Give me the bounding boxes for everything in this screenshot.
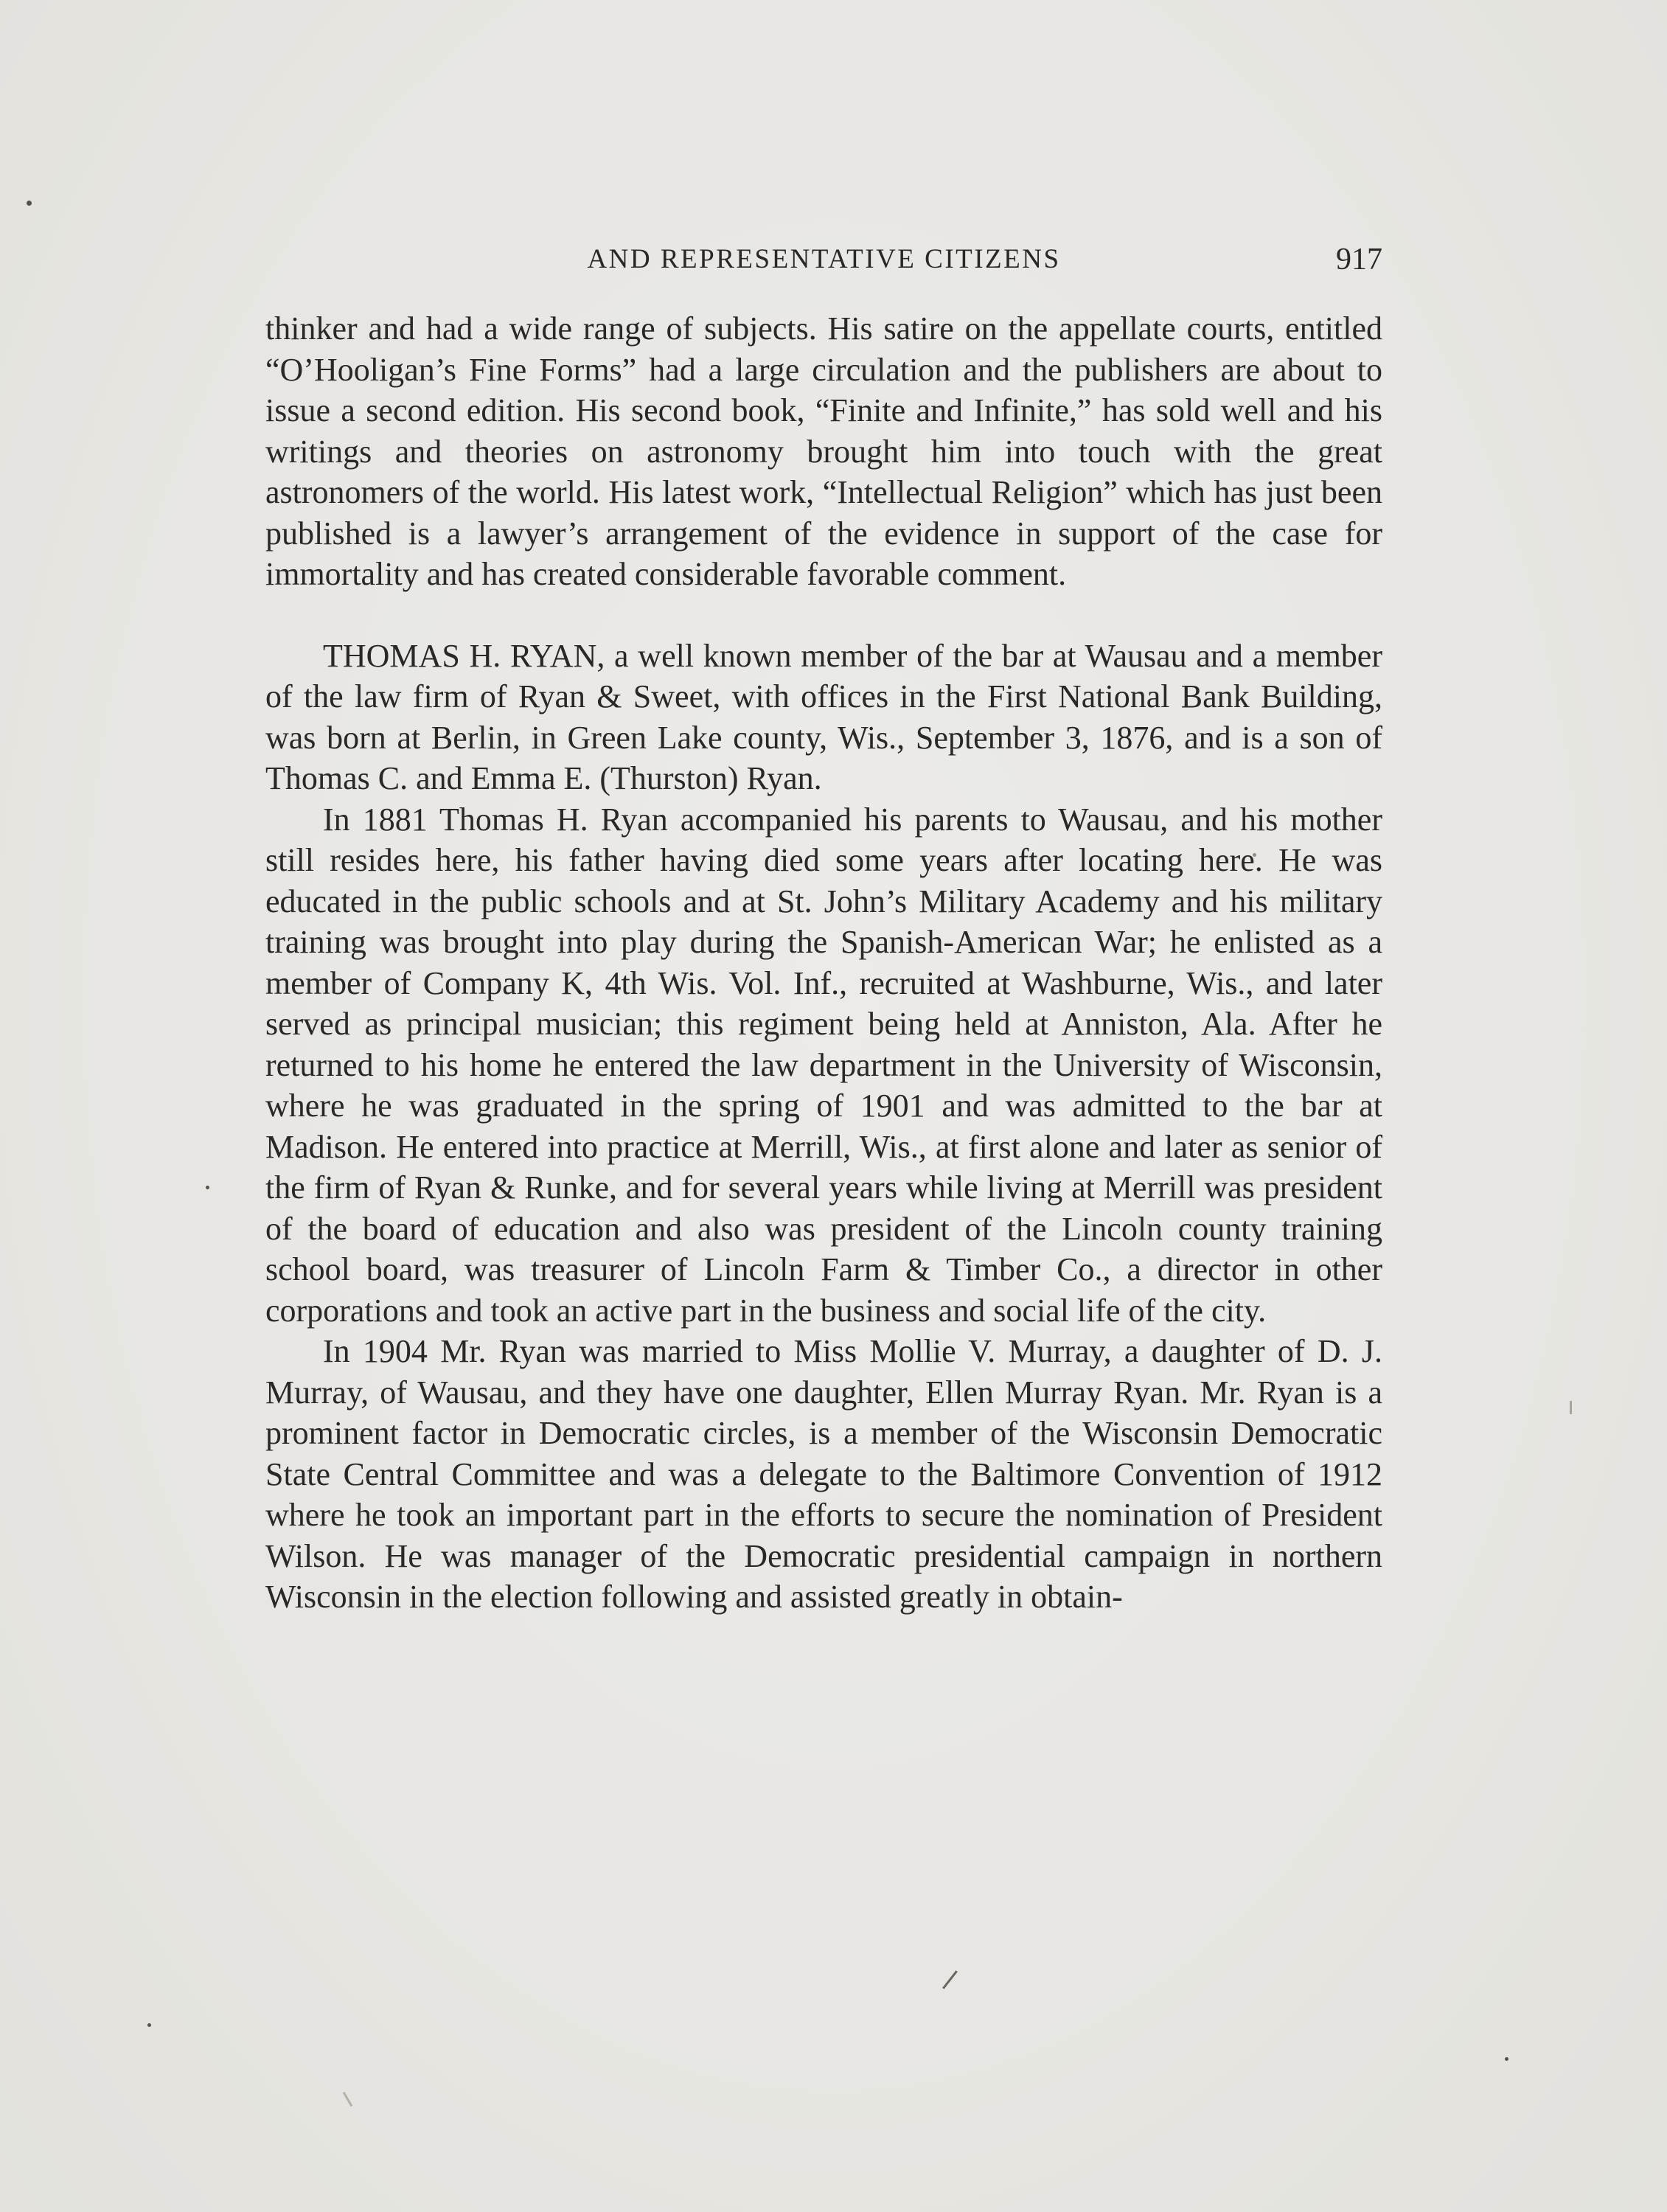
speck-mark <box>27 201 32 206</box>
page-header <box>265 237 1382 282</box>
speck-mark <box>206 1186 209 1189</box>
body-text <box>265 308 1382 1618</box>
speck-mark <box>1505 2057 1508 2061</box>
page-number: 917 <box>1336 243 1382 276</box>
paragraph-career: In 1881 Thomas H. Ryan accompanied his parents to Wausau, and his mother still resides here, his father having died some years after locating here. He was educated in the public schools and at St. John’s Military Academy and his military training was brought into play during the Spanish-American War; he enlisted as a member of Company K, 4th Wis. Vol. Inf., recruited at Washburne, Wis., and later served as principal musician; this regiment being held at Anniston, Ala. After he returned to his home he entered the law department in the University of Wisconsin, where he was graduated in the spring of 1901 and was admitted to the bar at Madison. He entered into practice at Merrill, Wis., at first alone and later as senior of the firm of Ryan & Runke, and for several years while living at Merrill was president of the board of education and also was president of the Lincoln county training school board, was treasurer of Lincoln Farm & Timber Co., a director in other corporations and took an active part in the business and social life of the city. <box>265 801 1382 1329</box>
paragraph-continuation: thinker and had a wide range of subjects. His satire on the appellate courts, entitled “O’Hooligan’s Fine Forms” had a large circulation and the publishers are about to issue a second edition. His second book, “Finite and Infinite,” has sold well and his writings and theories on astronomy brought him into touch with the great astronomers of the world. His latest work, “Intellectual Religion” which has just been published is a lawyer’s arrangement of the evidence in support of the case for immortality and has created considerable favorable comment. <box>265 310 1382 592</box>
paragraph-biography-intro: THOMAS H. RYAN, a well known member of the bar at Wausau and a member of the law firm of Ryan & Sweet, with offices in the First National Bank Building, was born at Berlin, in Green Lake county, Wis., September 3, 1876, and is a son of Thomas C. and Emma E. (Thurston) Ryan. <box>265 637 1382 796</box>
pen-mark <box>343 2092 353 2107</box>
running-title: AND REPRESENTATIVE CITIZENS <box>587 244 1061 274</box>
pen-mark <box>942 1970 958 1989</box>
pen-mark <box>1570 1401 1572 1414</box>
speck-mark <box>147 2023 151 2027</box>
paragraph-marriage-politics: In 1904 Mr. Ryan was married to Miss Mollie V. Murray, a daughter of D. J. Murray, of Wausau, and they have one daughter, Ellen Murray Ryan. Mr. Ryan is a prominent factor in Democratic circles, is a member of the Wisconsin Democratic State Central Committee and was a delegate to the Baltimore Convention of 1912 where he took an important part in the efforts to secure the nomination of President Wilson. He was manager of the Democratic presidential campaign in northern Wisconsin in the election following and assisted greatly in obtain- <box>265 1333 1382 1615</box>
